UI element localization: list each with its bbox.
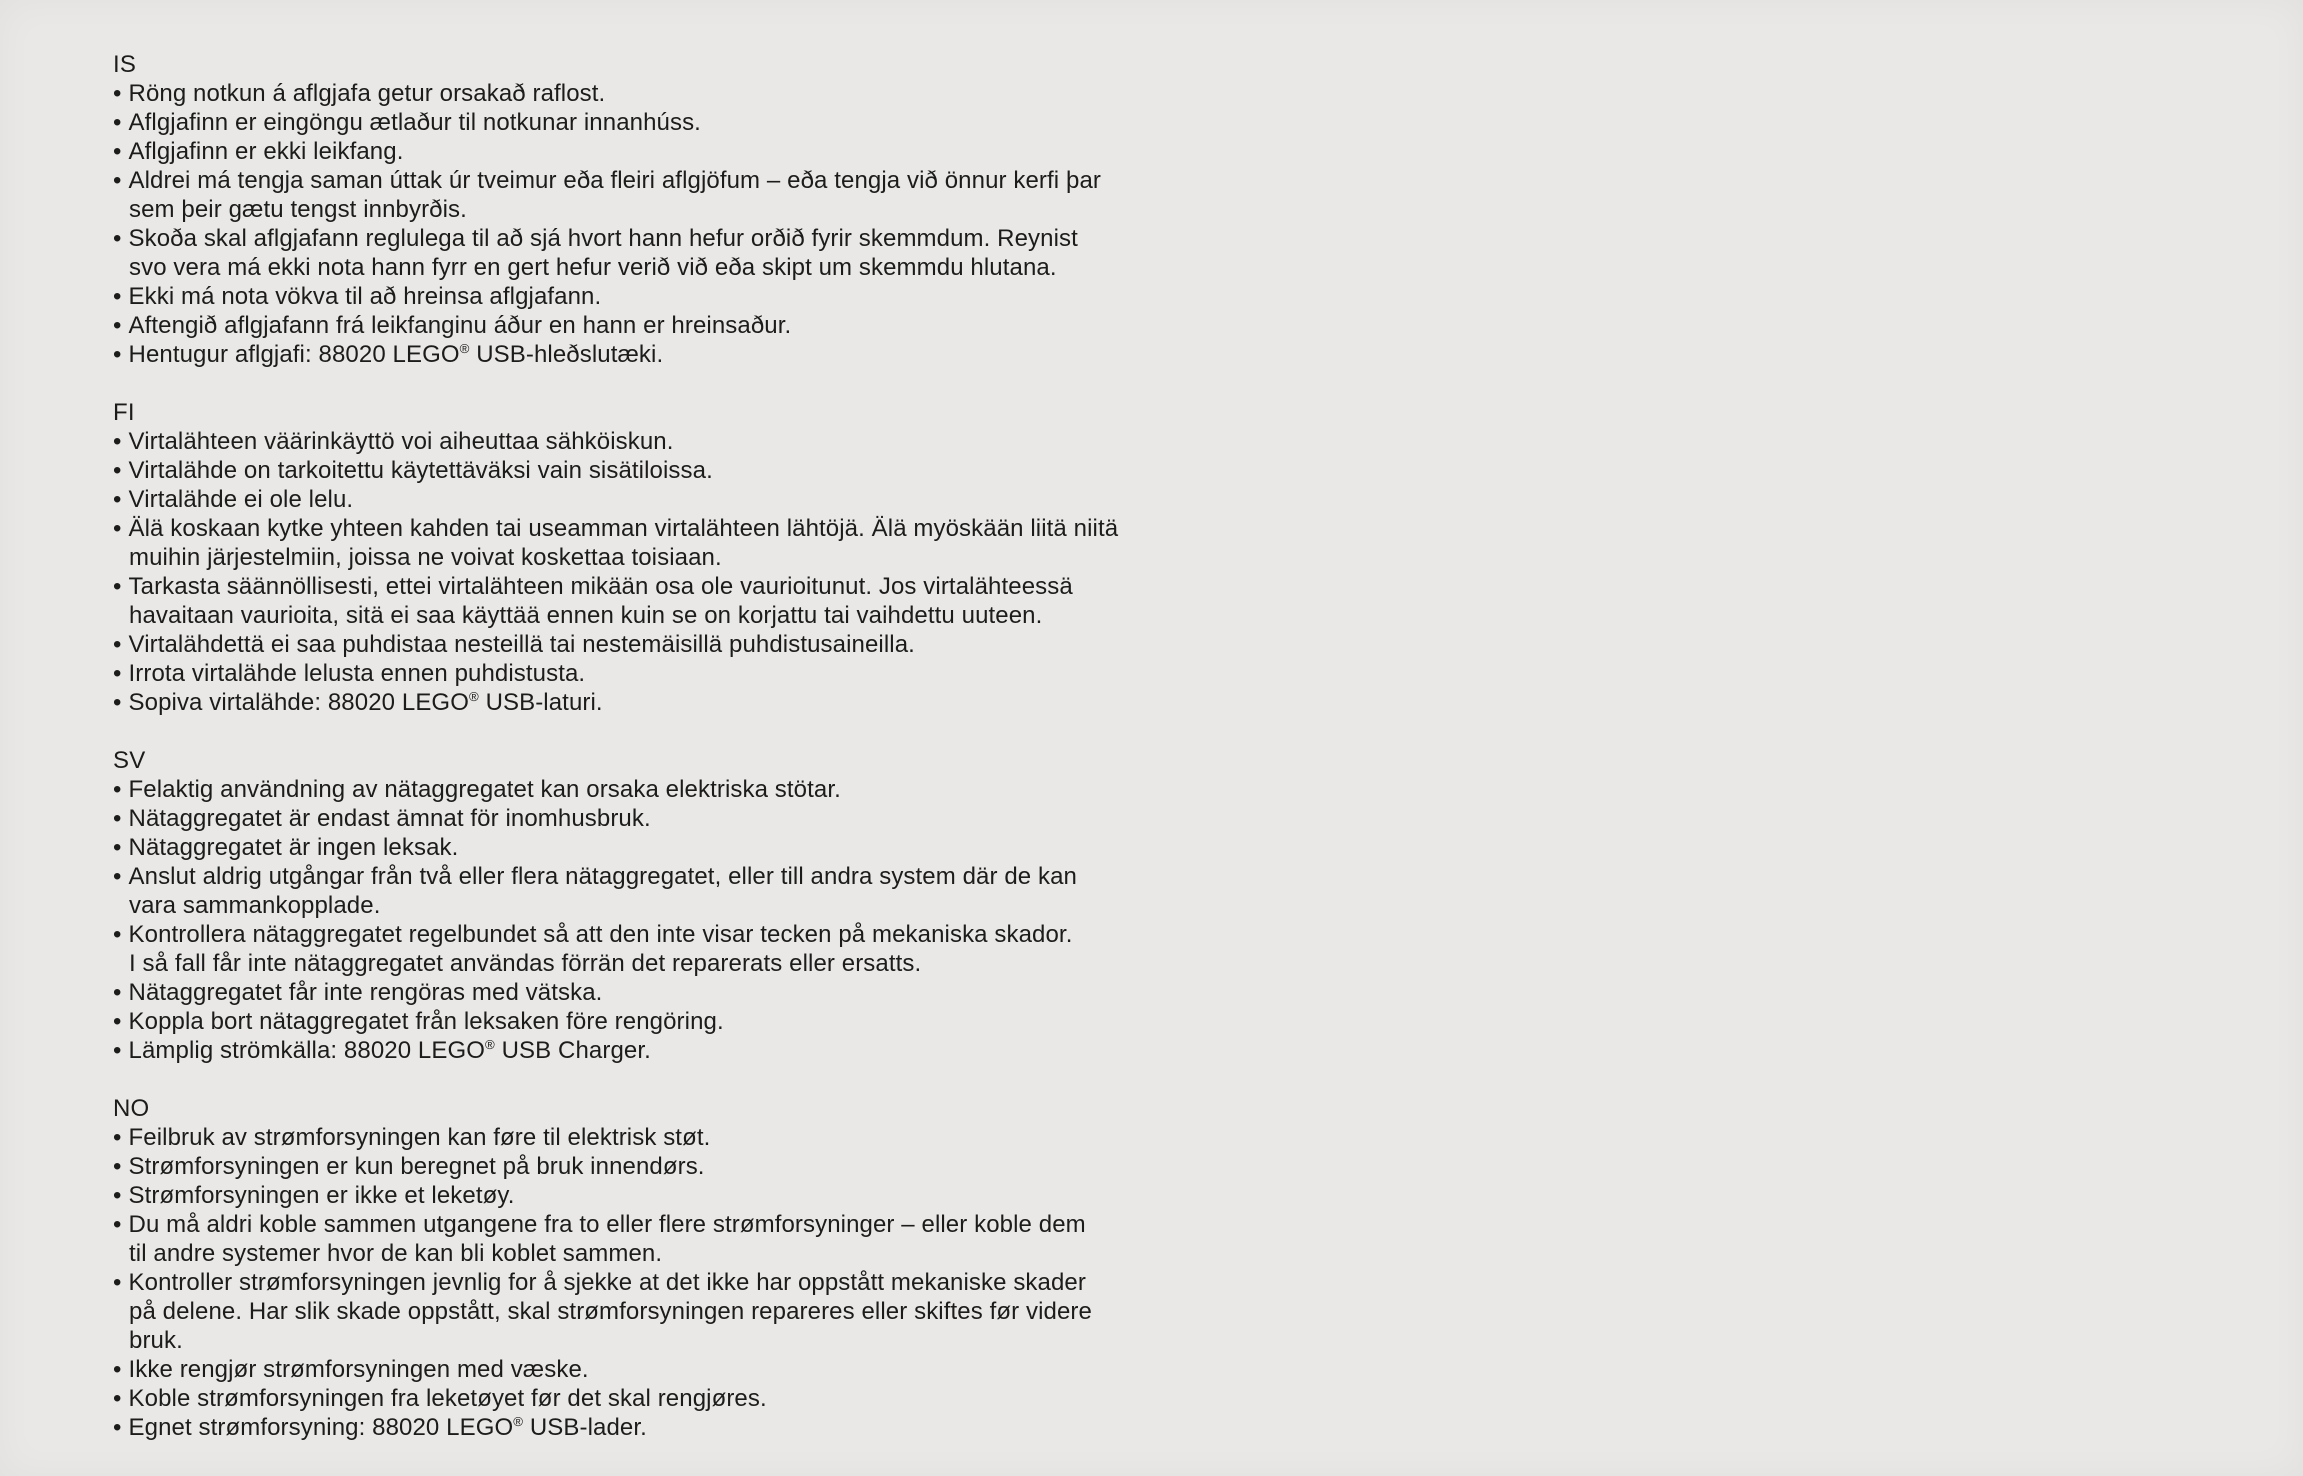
bullet-text: sem þeir gætu tengst innbyrðis. xyxy=(129,196,467,223)
bullet-item xyxy=(113,833,1118,862)
bullet-text: Kontroller strømforsyningen jevnlig for å sjekke at det ikke har oppstått mekaniske skader xyxy=(128,1269,1086,1296)
bullet-text: Ikke rengjør strømforsyningen med væske. xyxy=(128,1356,589,1383)
bullet-item xyxy=(113,137,1118,166)
bullet-item xyxy=(113,688,1118,717)
bullet-line xyxy=(113,1268,1118,1297)
section-language-code: FI xyxy=(113,399,135,426)
bullet-item xyxy=(113,775,1118,804)
bullet-text: Nätaggregatet är endast ämnat för inomhusbruk. xyxy=(128,805,651,832)
bullet-item xyxy=(113,224,1118,282)
bullet-line xyxy=(113,79,1118,108)
bullet-line xyxy=(113,224,1118,253)
bullet-line xyxy=(113,282,1118,311)
bullet-continuation-line xyxy=(113,1239,1118,1268)
bullet-item xyxy=(113,340,1118,369)
bullet-line xyxy=(113,340,1118,369)
bullet-line xyxy=(113,688,1118,717)
bullet-line xyxy=(113,108,1118,137)
bullet-marker: • xyxy=(113,1211,122,1238)
bullet-item xyxy=(113,1152,1118,1181)
bullet-text: Kontrollera nätaggregatet regelbundet så att den inte visar tecken på mekaniska skador. xyxy=(128,921,1073,948)
bullet-text: Virtalähde ei ole lelu. xyxy=(128,486,354,513)
bullet-marker: • xyxy=(113,921,122,948)
safety-instructions-document xyxy=(113,50,1118,1442)
bullet-item xyxy=(113,1007,1118,1036)
bullet-line xyxy=(113,311,1118,340)
bullet-marker: • xyxy=(113,834,122,861)
bullet-marker: • xyxy=(113,428,122,455)
bullet-text: Skoða skal aflgjafann reglulega til að sjá hvort hann hefur orðið fyrir skemmdum. Reynist xyxy=(128,225,1078,252)
bullet-line xyxy=(113,775,1118,804)
bullet-line xyxy=(113,485,1118,514)
bullet-item xyxy=(113,804,1118,833)
bullet-text: til andre systemer hvor de kan bli koblet sammen. xyxy=(129,1240,663,1267)
bullet-marker: • xyxy=(113,776,122,803)
bullet-text: bruk. xyxy=(129,1327,183,1354)
bullet-text: svo vera má ekki nota hann fyrr en gert hefur verið við eða skipt um skemmdu hlutana. xyxy=(129,254,1057,281)
bullet-item xyxy=(113,659,1118,688)
bullet-text: Strømforsyningen er ikke et leketøy. xyxy=(128,1182,515,1209)
bullet-line xyxy=(113,514,1118,543)
bullet-continuation-line xyxy=(113,891,1118,920)
bullet-text: Aftengið aflgjafann frá leikfanginu áður en hann er hreinsaður. xyxy=(128,312,792,339)
bullet-marker: • xyxy=(113,805,122,832)
bullet-marker: • xyxy=(113,341,122,368)
registered-trademark-symbol: ® xyxy=(485,1037,495,1052)
registered-trademark-symbol: ® xyxy=(513,1414,524,1429)
bullet-item xyxy=(113,427,1118,456)
bullet-item xyxy=(113,862,1118,920)
bullet-text: Koppla bort nätaggregatet från leksaken före rengöring. xyxy=(128,1008,724,1035)
bullet-line xyxy=(113,137,1118,166)
bullet-marker: • xyxy=(113,1124,122,1151)
bullet-text: Nätaggregatet får inte rengöras med vätska. xyxy=(128,979,603,1006)
bullet-text: muihin järjestelmiin, joissa ne voivat koskettaa toisiaan. xyxy=(129,544,722,571)
bullet-item xyxy=(113,1181,1118,1210)
bullet-text: Aldrei má tengja saman úttak úr tveimur eða fleiri aflgjöfum – eða tengja við önnur kerfi þar xyxy=(128,167,1101,194)
bullet-text: Egnet strømforsyning: 88020 LEGO® USB-lader. xyxy=(128,1414,647,1441)
bullet-marker: • xyxy=(113,312,122,339)
bullet-text: havaitaan vaurioita, sitä ei saa käyttää ennen kuin se on korjattu tai vaihdettu uuteen. xyxy=(129,602,1043,629)
bullet-text: Virtalähdettä ei saa puhdistaa nesteillä tai nestemäisillä puhdistusaineilla. xyxy=(128,631,915,658)
bullet-line xyxy=(113,1355,1118,1384)
bullet-item xyxy=(113,456,1118,485)
bullet-marker: • xyxy=(113,486,122,513)
bullet-marker: • xyxy=(113,1037,122,1064)
bullet-line xyxy=(113,166,1118,195)
section-language-code: NO xyxy=(113,1095,150,1122)
language-section-no xyxy=(113,1094,1118,1442)
bullet-line xyxy=(113,1152,1118,1181)
bullet-text: Ekki má nota vökva til að hreinsa aflgjafann. xyxy=(128,283,602,310)
bullet-continuation-line xyxy=(113,543,1118,572)
bullet-text: Felaktig användning av nätaggregatet kan orsaka elektriska stötar. xyxy=(128,776,841,803)
bullet-marker: • xyxy=(113,515,122,542)
bullet-line xyxy=(113,920,1118,949)
bullet-marker: • xyxy=(113,1414,122,1441)
bullet-marker: • xyxy=(113,1269,122,1296)
bullet-continuation-line xyxy=(113,949,1118,978)
bullet-line xyxy=(113,1123,1118,1152)
bullet-line xyxy=(113,1413,1118,1442)
bullet-continuation-line xyxy=(113,195,1118,224)
bullet-item xyxy=(113,79,1118,108)
bullet-text: Du må aldri koble sammen utgangene fra to eller flere strømforsyninger – eller koble dem xyxy=(128,1211,1086,1238)
bullet-line xyxy=(113,1384,1118,1413)
bullet-marker: • xyxy=(113,80,122,107)
bullet-marker: • xyxy=(113,109,122,136)
bullet-marker: • xyxy=(113,1182,122,1209)
bullet-line xyxy=(113,1181,1118,1210)
bullet-marker: • xyxy=(113,979,122,1006)
section-language-code: IS xyxy=(113,51,137,78)
bullet-marker: • xyxy=(113,167,122,194)
registered-trademark-symbol: ® xyxy=(468,689,479,704)
bullet-marker: • xyxy=(113,631,122,658)
bullet-text: Sopiva virtalähde: 88020 LEGO® USB-laturi. xyxy=(128,689,603,716)
bullet-marker: • xyxy=(113,1385,122,1412)
bullet-marker: • xyxy=(113,863,122,890)
bullet-line xyxy=(113,572,1118,601)
bullet-marker: • xyxy=(113,1153,122,1180)
bullet-item xyxy=(113,1036,1118,1065)
bullet-item xyxy=(113,1413,1118,1442)
bullet-marker: • xyxy=(113,660,122,687)
bullet-item xyxy=(113,630,1118,659)
bullet-item xyxy=(113,166,1118,224)
bullet-item xyxy=(113,1123,1118,1152)
bullet-text: Tarkasta säännöllisesti, ettei virtalähteen mikään osa ole vaurioitunut. Jos virtalähteessä xyxy=(128,573,1073,600)
bullet-text: Irrota virtalähde lelusta ennen puhdistusta. xyxy=(128,660,586,687)
bullet-text: I så fall får inte nätaggregatet användas förrän det reparerats eller ersatts. xyxy=(129,950,922,977)
language-section-sv xyxy=(113,746,1118,1065)
bullet-marker: • xyxy=(113,283,122,310)
bullet-text: Lämplig strömkälla: 88020 LEGO® USB Charger. xyxy=(128,1037,651,1064)
language-section-is xyxy=(113,50,1118,369)
bullet-text: Aflgjafinn er ekki leikfang. xyxy=(128,138,404,165)
bullet-item xyxy=(113,485,1118,514)
section-language-code: SV xyxy=(113,747,146,774)
bullet-marker: • xyxy=(113,225,122,252)
bullet-item xyxy=(113,920,1118,978)
bullet-line xyxy=(113,862,1118,891)
bullet-marker: • xyxy=(113,573,122,600)
bullet-text: Röng notkun á aflgjafa getur orsakað raflost. xyxy=(128,80,606,107)
bullet-line xyxy=(113,659,1118,688)
bullet-line xyxy=(113,978,1118,1007)
bullet-continuation-line xyxy=(113,601,1118,630)
bullet-marker: • xyxy=(113,1008,122,1035)
bullet-text: på delene. Har slik skade oppstått, skal strømforsyningen repareres eller skiftes før videre xyxy=(129,1298,1092,1325)
bullet-line xyxy=(113,1036,1118,1065)
bullet-line xyxy=(113,804,1118,833)
bullet-marker: • xyxy=(113,1356,122,1383)
bullet-text: Nätaggregatet är ingen leksak. xyxy=(128,834,459,861)
bullet-item xyxy=(113,108,1118,137)
bullet-item xyxy=(113,282,1118,311)
bullet-item xyxy=(113,572,1118,630)
bullet-item xyxy=(113,1355,1118,1384)
bullet-text: vara sammankopplade. xyxy=(129,892,381,919)
bullet-item xyxy=(113,978,1118,1007)
bullet-marker: • xyxy=(113,138,122,165)
bullet-text: Virtalähteen väärinkäyttö voi aiheuttaa sähköiskun. xyxy=(128,428,674,455)
bullet-item xyxy=(113,1210,1118,1268)
language-section-fi xyxy=(113,398,1118,717)
bullet-text: Aflgjafinn er eingöngu ætlaður til notkunar innanhúss. xyxy=(128,109,701,136)
bullet-text: Virtalähde on tarkoitettu käytettäväksi vain sisätiloissa. xyxy=(128,457,713,484)
bullet-text: Anslut aldrig utgångar från två eller flera nätaggregatet, eller till andra system där de kan xyxy=(128,863,1078,890)
bullet-line xyxy=(113,630,1118,659)
bullet-item xyxy=(113,514,1118,572)
bullet-line xyxy=(113,833,1118,862)
bullet-text: Koble strømforsyningen fra leketøyet før det skal rengjøres. xyxy=(128,1385,767,1412)
bullet-continuation-line xyxy=(113,253,1118,282)
bullet-line xyxy=(113,456,1118,485)
bullet-text: Älä koskaan kytke yhteen kahden tai useamman virtalähteen lähtöjä. Älä myöskään liitä niitä xyxy=(128,515,1119,542)
bullet-item xyxy=(113,1384,1118,1413)
bullet-line xyxy=(113,427,1118,456)
bullet-line xyxy=(113,1210,1118,1239)
bullet-text: Feilbruk av strømforsyningen kan føre til elektrisk støt. xyxy=(128,1124,711,1151)
bullet-marker: • xyxy=(113,689,122,716)
bullet-item xyxy=(113,311,1118,340)
bullet-marker: • xyxy=(113,457,122,484)
bullet-item xyxy=(113,1268,1118,1355)
bullet-text: Strømforsyningen er kun beregnet på bruk innendørs. xyxy=(128,1153,705,1180)
bullet-continuation-line xyxy=(113,1326,1118,1355)
registered-trademark-symbol: ® xyxy=(459,341,470,356)
bullet-text: Hentugur aflgjafi: 88020 LEGO® USB-hleðslutæki. xyxy=(128,341,664,368)
bullet-line xyxy=(113,1007,1118,1036)
bullet-continuation-line xyxy=(113,1297,1118,1326)
